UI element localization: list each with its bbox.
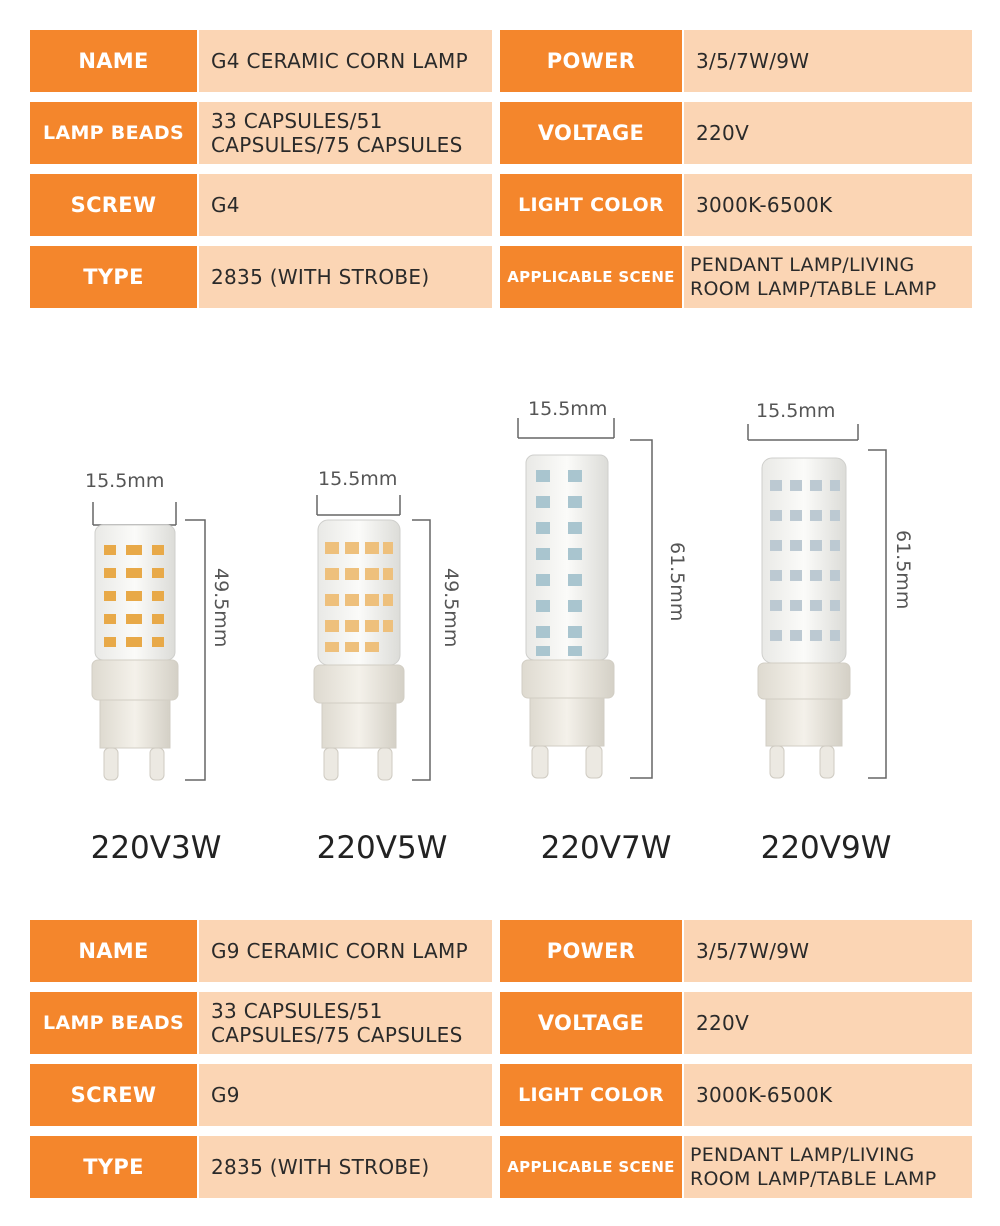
- spec-value: G9 CERAMIC CORN LAMP: [199, 920, 492, 982]
- lamp-drawings: [0, 320, 1000, 900]
- spec-value: 3000K-6500K: [684, 1064, 972, 1126]
- width-label: 15.5mm: [528, 398, 608, 420]
- spec-value: 220V: [684, 992, 972, 1054]
- lamp-neck: [322, 703, 396, 748]
- lamp-pin: [770, 746, 784, 778]
- spec-label: TYPE: [30, 1136, 197, 1198]
- lamp-base: [314, 665, 404, 703]
- spec-value: PENDANT LAMP/LIVING ROOM LAMP/TABLE LAMP: [684, 1136, 972, 1198]
- spec-value: PENDANT LAMP/LIVING ROOM LAMP/TABLE LAMP: [684, 246, 972, 308]
- spec-value: 2835 (WITH STROBE): [199, 246, 492, 308]
- lamp-caption: 220V7W: [540, 830, 672, 866]
- lamp-pin: [820, 746, 834, 778]
- spec-label: VOLTAGE: [500, 992, 682, 1054]
- spec-value: 33 CAPSULES/51 CAPSULES/75 CAPSULES: [199, 992, 492, 1054]
- spec-row-name: [0, 920, 1000, 982]
- spec-label: LAMP BEADS: [30, 102, 197, 164]
- lamp-neck: [530, 698, 604, 746]
- spec-label: POWER: [500, 30, 682, 92]
- lamp-pin: [324, 748, 338, 780]
- spec-label: LIGHT COLOR: [500, 1064, 682, 1126]
- spec-row-lamp-beads: [0, 992, 1000, 1054]
- spec-value: 220V: [684, 102, 972, 164]
- height-dimension-line: [630, 440, 652, 778]
- lamp-220v7w: [518, 418, 652, 778]
- lamp-caption: 220V9W: [760, 830, 892, 866]
- height-dimension-line: [412, 520, 430, 780]
- lamp-pin: [104, 748, 118, 780]
- spec-label: TYPE: [30, 246, 197, 308]
- lamp-base: [92, 660, 178, 700]
- spec-label: SCREW: [30, 1064, 197, 1126]
- spec-row-screw: [0, 174, 1000, 236]
- spec-value: G4 CERAMIC CORN LAMP: [199, 30, 492, 92]
- spec-value: 2835 (WITH STROBE): [199, 1136, 492, 1198]
- spec-value: 3000K-6500K: [684, 174, 972, 236]
- height-dimension-line: [185, 520, 205, 780]
- spec-label: LAMP BEADS: [30, 992, 197, 1054]
- lamp-220v9w: [748, 424, 886, 778]
- spec-value: G9: [199, 1064, 492, 1126]
- spec-value: 33 CAPSULES/51 CAPSULES/75 CAPSULES: [199, 102, 492, 164]
- width-label: 15.5mm: [85, 470, 165, 492]
- lamp-220v3w: [92, 502, 205, 780]
- width-label: 15.5mm: [756, 400, 836, 422]
- spec-label: APPLICABLE SCENE: [500, 246, 682, 308]
- spec-label: NAME: [30, 30, 197, 92]
- height-label: 61.5mm: [892, 530, 914, 610]
- lamp-base: [758, 663, 850, 699]
- spec-value: G4: [199, 174, 492, 236]
- lamp-pin: [378, 748, 392, 780]
- lamp-pin: [532, 746, 548, 778]
- lamp-pin: [150, 748, 164, 780]
- width-dimension-line: [317, 495, 400, 515]
- spec-label: LIGHT COLOR: [500, 174, 682, 236]
- spec-row-type: [0, 1136, 1000, 1198]
- width-dimension-line: [93, 502, 176, 525]
- lamp-pin: [586, 746, 602, 778]
- spec-value: 3/5/7W/9W: [684, 30, 972, 92]
- lamp-neck: [766, 699, 842, 746]
- spec-row-lamp-beads: [0, 102, 1000, 164]
- height-dimension-line: [868, 450, 886, 778]
- width-label: 15.5mm: [318, 468, 398, 490]
- spec-label: VOLTAGE: [500, 102, 682, 164]
- spec-label: SCREW: [30, 174, 197, 236]
- lamp-neck: [100, 700, 170, 748]
- spec-row-name: [0, 30, 1000, 92]
- lamp-220v5w: [314, 495, 430, 780]
- spec-value: 3/5/7W/9W: [684, 920, 972, 982]
- spec-label: APPLICABLE SCENE: [500, 1136, 682, 1198]
- height-label: 49.5mm: [440, 568, 462, 648]
- height-label: 61.5mm: [666, 542, 688, 622]
- lamp-illustrations: [0, 320, 1000, 900]
- spec-label: NAME: [30, 920, 197, 982]
- width-dimension-line: [518, 418, 614, 438]
- height-label: 49.5mm: [210, 568, 232, 648]
- lamp-caption: 220V5W: [316, 830, 448, 866]
- spec-row-type: [0, 246, 1000, 308]
- width-dimension-line: [748, 424, 858, 440]
- lamp-base: [522, 660, 614, 698]
- spec-row-screw: [0, 1064, 1000, 1126]
- spec-label: POWER: [500, 920, 682, 982]
- lamp-caption: 220V3W: [90, 830, 222, 866]
